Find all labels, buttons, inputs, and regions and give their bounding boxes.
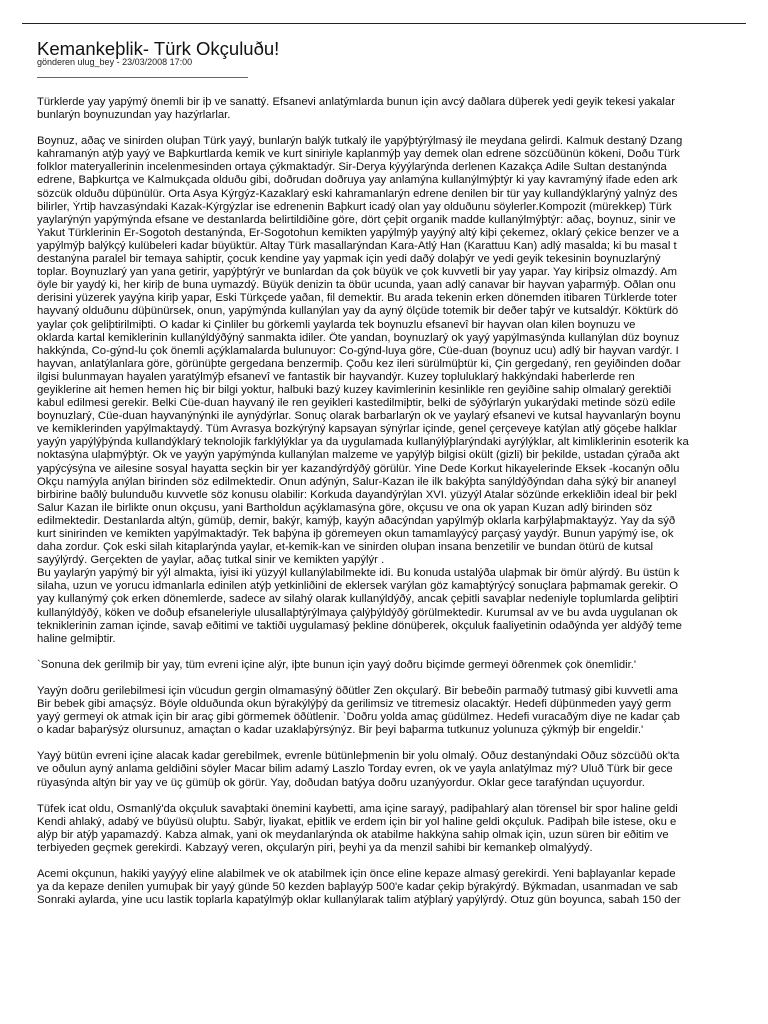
text-line: oklarda kartal kemiklerinin kullanýldýðýný sanmakta idiler. Öte yandan, boynuzlarý ok yayý yapýlmasýnda kullanýlan düz boynuz — [37, 331, 680, 344]
text-line: Boynuz, aðaç ve sinirden oluþan Türk yayý, bunlarýn balýk tutkalý ile yapýþtýrýlmasý ile meydana gelirdi. Kalmuk destaný Dzang — [37, 135, 683, 148]
text-line: Tüfek icat oldu, Osmanlý'da okçuluk savaþtaki önemini kaybetti, ama içine sarayý, padiþahlarý alan törensel bir spor haline geldi — [37, 802, 678, 815]
text-line: edrene, Baþkurtça ve Kalmukçada olduðu gibi, doðrudan doðruya yay anlamýna kullanýlmýþtýr ki yay kavramýný ifade eden ark — [37, 174, 678, 187]
text-line: hayvan, anlatýlanlara göre, görünüþte gergedana benzermiþ. Çoðu kez ileri sürülmüþtür ki, Çin gergedaný, ren geyiðinden doðar — [37, 357, 681, 370]
paragraph-gap — [37, 672, 768, 685]
text-line: Okçu namýyla anýlan birinden söz edilmektedir. Onun adýnýn, Salur-Kazan ile ilk bakýþta sanýldýðýndan daha sýký bir ananeyl — [37, 475, 677, 488]
text-line: Sonraki aylarda, yine ucu lastik toplarla kapatýlmýþ oklar kullanýlarak talim atýþlarý yapýlýrdý. Otuz gün boyunca, sabah 150 der — [37, 894, 681, 907]
text-line: o kadar baþarýsýz olursunuz, amaçtan o kadar uzaklaþýrsýnýz. Bir þeyi baþarma tutkunuz yolunuza çýkmýþ bir engeldir.' — [37, 724, 644, 737]
text-line: kabul edilmesi gerekir. Belki Cüe-duan hayvaný ile ren geyikleri kastedilmiþtir, belki de sýðýrlarýn yukarýdaki metinde sözü edile — [37, 397, 676, 410]
paragraph-gap — [37, 855, 768, 868]
text-line: sayýlýrdý. Gerçekten de yaylar, aðaç tutkal sinir ve kemikten yapýlýr . — [37, 554, 385, 567]
paragraph-gap — [37, 646, 768, 659]
text-line: Yayýn doðru gerilebilmesi için vücudun gergin olmamasýný öðütler Zen okçularý. Bir bebeðin parmaðý tutmasý gibi kuvvetli ama — [37, 684, 678, 697]
text-line: Bir bebek gibi amaçsýz. Böyle olduðunda okun býrakýlýþý da gerilimsiz ve titremesiz olacaktýr. Hedefi düþünmeden yayý germ — [37, 698, 672, 711]
text-line: yapýcýsýna ve ailesine sosyal hayatta seçkin bir yer kazandýrdýðý görülür. Yine Dede Korkut hikayelerinde Eksek -kocanýn oðlu — [37, 462, 680, 475]
text-line: terbiyeden geçmek gerekirdi. Kabzayý veren, okçularýn piri, þeyhi ya da menzil sahibi bir kemankeþ olmalýydý. — [37, 841, 593, 854]
text-line: ve kemiklerinden yapýlmaktaydý. Tüm Avrasya bozkýrýný kapsayan sýnýrlar içinde, genel çerçeveye katýlan atlý göçebe halklar — [37, 423, 678, 436]
title-underline — [37, 77, 248, 78]
text-line: birbirine baðlý bulunduðu kuvvetle söz konusu olabilir: Korkuda dayandýrýlan XVI. yüzyýl Atalar sözünde erkekliðin ideal bir þekl — [37, 488, 677, 501]
text-line: yayý germeyi ok atmak için bir araç gibi görmemek öðütlenir. `Doðru yolda amaç güdülmez. Hedefi vuracaðým diye ne kadar çab — [37, 711, 680, 724]
text-line: tekniklerinin zaman içinde, savaþ eðitimi ve taktiði uygulamasý þekline dönüþerek, okçuluk faaliyetinin odaðýnda yer aldýðý teme — [37, 619, 682, 632]
text-line: alýp bir atýþ yapamazdý. Kabza almak, yani ok meydanlarýnda ok atabilme hakkýna sahip olmak için, uzun süren bir eðitim ve — [37, 828, 669, 841]
paragraph-gap — [37, 790, 768, 803]
text-line: haline gelmiþtir. — [37, 632, 116, 645]
text-line: Yayý bütün evreni içine alacak kadar gerebilmek, evrenle bütünleþmenin bir yolu olmalý. Oðuz destanýndaki Oðuz sözcüðü ok'ta — [37, 750, 680, 763]
article-body — [37, 96, 768, 1024]
text-line: kullanýldýðý, köken ve doðuþ efsaneleriyle ulusallaþtýrýlmaya çalýþýldýðý görülmektedir. Kurumsal av ve bu avda uygulanan ok — [37, 606, 678, 619]
text-line: Türklerde yay yapýmý önemli bir iþ ve sanattý. Efsanevi anlatýmlarda bunun için avcý daðlara düþerek yedi geyik tekesi yakalar — [37, 96, 675, 108]
text-line: noktasýna ulaþmýþtýr. Ok ve yayýn yapýmýnda kullanýlan malzeme ve yapýlýþ bilgisi okült (gizli) bir þekilde, ustadan çýraða akt — [37, 449, 680, 462]
text-line: ilgisi bulunmayan hayalen yaratýlmýþ efsanevî ve fantastik bir hayvandýr. Kuzey topluluklarý hakkýndaki haberlerde ren — [37, 370, 635, 383]
text-line: toplar. Boynuzlarý yan yana getirir, yapýþtýrýr ve bunlardan da çok büyük ve çok kuvvetli bir yay yapar. Yay kiriþsiz olmazdý. Am — [37, 266, 678, 279]
text-line: destanýna paralel bir temaya sahiptir, çocuk kendine yay yapmak için yedi daðý dolaþýr ve yedi geyik tekesinin boynuzlarýný — [37, 253, 661, 266]
text-line: geyiklerine ait hemen hemen hiç bir bilgi yoktur, halbuki bazý kuzey kavimlerinin kesinlikle ren geyiðine sahip olmalarý gerektiði — [37, 383, 672, 396]
text-line: daha zordur. Çok eski silah kitaplarýnda yaylar, et-kemik-kan ve sinirden oluþan insana benzetilir ve bundan ötürü de kutsal — [37, 541, 654, 554]
text-line: edilmektedir. Destanlarda altýn, gümüþ, demir, bakýr, kamýþ, kayýn aðacýndan yapýlmýþ oklarla karþýlaþmaktayýz. Yay da sýð — [37, 514, 676, 527]
text-line: folklor materyallerinin incelenmesinden ortaya çýkmaktadýr. Sir-Derya kýyýlarýnda derlenen Kazakça Adile Sultan destanýnda — [37, 161, 667, 174]
text-line: yayýn yapýlýþýnda kullandýklarý teknolojik farklýlýklar ya da uygulamada kullanýlýþlarýndaki ayrýlýklar, alt kimliklerinin esoterik ka — [37, 436, 689, 449]
text-line: yapýlmýþ balýkçý kulübeleri kadar büyüktür. Altay Türk masallarýndan Kara-Atlý Han (Karattuu Kan) adlý masalda; ki bu masal t — [37, 239, 677, 252]
text-line: sözcük olduðu düþünülür. Orta Asya Kýrgýz-Kazaklarý eski kahramanlarýn edrene denilen bir tür yay kullandýklarýný yalnýz des — [37, 187, 678, 200]
text-line: öyle bir yaydý ki, her kiriþ de buna uymazdý. Büyük denizin ta öbür ucunda, yaan adlý canavar bir hayvan yaþarmýþ. Oðlan onu — [37, 279, 676, 292]
text-line: hayvaný olduðunu düþünürsek, onun, yapýmýnda kullanýlan yay da ayný ölçüde totemik bir deðer taþýr ve kutsaldýr. Köktürk dö — [37, 305, 679, 318]
text-line: Salur Kazan ile birlikte onun okçusu, yani Bartholdun açýklamasýna göre, okçusu ve ona ok yapan Kuzan adlý birinden söz — [37, 501, 653, 514]
text-line: yaylar çok geliþtirilmiþti. O kadar ki Çinliler bu görkemli yaylarda tek boynuzlu efsanevî bir hayvan olan kilen boynuzu ve — [37, 318, 636, 331]
text-line: ya da kepaze denilen yumuþak bir yayý günde 50 kezden baþlayýp 500'e kadar çekip býrakýrdý. Býkmadan, usanmadan ve sab — [37, 881, 678, 894]
text-line: Bu yaylarýn yapýmý bir yýl almakta, iyisi iki yüzyýl kullanýlabilmekte idi. Bu konuda ustalýða ulaþmak bir ömür alýrdý. Bu üstün k — [37, 567, 680, 580]
text-line: kurt sinirinden ve kemikten yapýlmaktadýr. Tek baþýna iþ göremeyen okun tamamlayýcý parçasý yaydýr. Bunun yapýmý ise, ok — [37, 528, 674, 540]
post-meta: gönderen ulug_bey - 23/03/2008 17:00 — [37, 57, 193, 67]
paragraph-gap — [37, 737, 768, 750]
text-line: boynuzlarý, Cüe-duan hayvanýnýnki ile aynýdýrlar. Sonuç olarak barbarlarýn ok ve yaylarý efsanevi ve kutsal hayvanlarýn boynu — [37, 410, 681, 423]
text-line: derisini yüzerek yayýna kiriþ yapar, Eski Türkçede yaðan, fil demektir. Bu arada tekenin erken dönemden itibaren Türklerde toter — [37, 292, 678, 305]
text-line: bilirler, Ýrtiþ havzasýndaki Kazak-Kýrgýzlar ise edrenenin Baþkurt icadý olan yay olduðunu söylerler.Kompozit (mürekkep) Türk — [37, 200, 672, 213]
text-line: hakkýnda, Co-gýnd-lu çok önemli açýklamalarda bulunuyor: Co-gýnd-luya göre, Cüe-duan (boynuz ucu) adlý bir hayvan vardýr. I — [37, 344, 679, 357]
text-line: bunlarýn boynuzundan yay hazýrlarlar. — [37, 109, 231, 122]
post-title: Kemankeþlik- Türk Okçuluðu! — [37, 38, 280, 59]
text-line: yay kullanýmý çok erken dönemlerde, sadece av silahý olarak kullanýldýðý, ancak çeþitli savaþlar nedeniyle toplumlarda geliþtiri — [37, 593, 679, 606]
top-divider — [22, 23, 746, 24]
text-line: ve oðulun ayný anlama geldiðini söyler Macar bilim adamý Laszlo Torday evren, ok ve yayla anlatýlmaz mý? Uluð Türk bir gece — [37, 763, 673, 776]
text-line: Yakut Türklerinin Er-Sogotoh destanýnda, Er-Sogotohun kemikten yapýlmýþ yayýný altý kiþi çekemez, oklarý çekice benzer ve a — [37, 226, 679, 239]
text-line: Acemi okçunun, hakiki yayýyý eline alabilmek ve ok atabilmek için önce eline kepaze almasý gerekirdi. Yeni baþlayanlar kepade — [37, 867, 676, 880]
text-line: Kendi ahlaký, adabý ve büyüsü oluþtu. Sabýr, liyakat, eþitlik ve erdem için bir yol haline geldi okçuluk. Padiþah bile istese, oku e — [37, 815, 677, 828]
text-line: yaylarýnýn yapýmýnda efsane ve destanlarda belirtildiðine göre, dört çeþit organik madde kullanýlmýþtýr: aðaç, boynuz, sinir ve — [37, 213, 676, 226]
text-line: silaha, uzun ve yorucu idmanlarla edinilen atýþ yetkinliðini de eklersek varýlan göz kamaþtýrýcý sonuçlara þaþmamak gerekir. O — [37, 580, 679, 593]
text-line: rüyasýnda altýn bir yay ve üç gümüþ ok görür. Yay, doðudan batýya doðru uzanýyordur. Oklar gece tarafýndan uçuyordur. — [37, 776, 645, 789]
paragraph-gap — [37, 122, 768, 135]
text-line: `Sonuna dek gerilmiþ bir yay, tüm evreni içine alýr, iþte bunun için yayý doðru biçimde germeyi öðrenmek çok önemlidir.' — [37, 658, 637, 671]
text-line: kahramanýn atýþ yayý ve Baþkurtlarda kemik ve kurt siniriyle kaplanmýþ yay demek olan edrene sözcüðünün kökeni, Doðu Türk — [37, 148, 680, 161]
